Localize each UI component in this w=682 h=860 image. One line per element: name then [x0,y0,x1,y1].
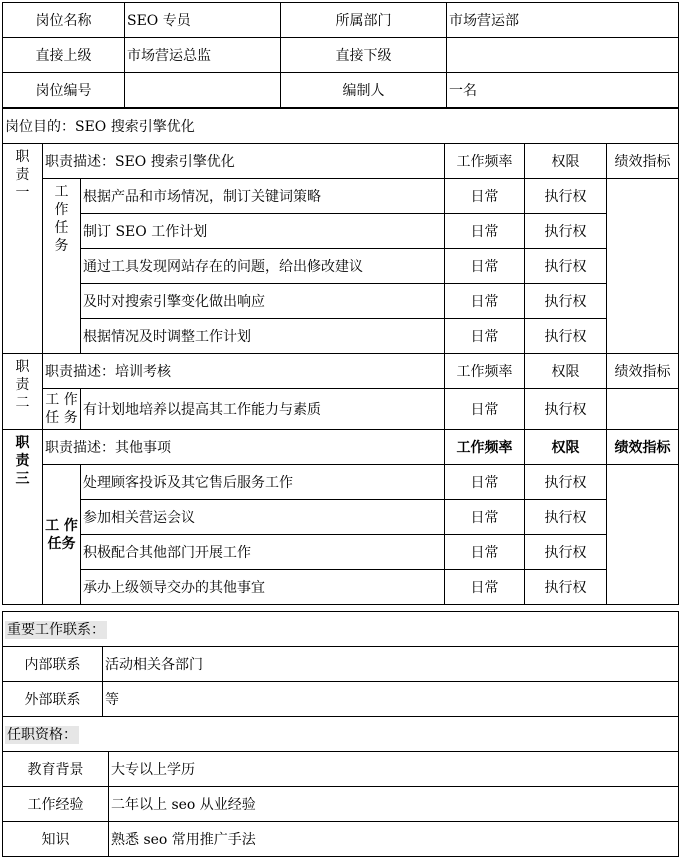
external-contact-value: 等 [103,682,679,717]
dept-label: 所属部门 [281,3,447,38]
superior-label: 直接上级 [3,38,125,73]
author-label: 编制人 [281,73,447,108]
task-text: 有计划地培养以提高其工作能力与素质 [81,389,445,430]
task-frequency: 日常 [445,570,525,605]
external-contact-label: 外部联系 [3,682,103,717]
task-frequency: 日常 [445,465,525,500]
pos-id-label: 岗位编号 [3,73,125,108]
task-frequency: 日常 [445,319,525,354]
col-kpi-header: 绩效指标 [607,354,679,389]
task-frequency: 日常 [445,179,525,214]
education-value: 大专以上学历 [109,752,679,787]
duty-1-task-label: 工 作 任 务 [43,179,81,354]
task-text: 及时对搜索引擎变化做出响应 [81,284,445,319]
experience-value: 二年以上 seo 从业经验 [109,787,679,822]
col-authority-header: 权限 [525,354,607,389]
col-authority-header: 权限 [525,430,607,465]
duty-1-kpi [607,179,679,354]
internal-contact-value: 活动相关各部门 [103,647,679,682]
task-authority: 执行权 [525,570,607,605]
task-text: 根据情况及时调整工作计划 [81,319,445,354]
superior-value: 市场营运总监 [125,38,281,73]
duty-2-kpi [607,389,679,430]
task-authority: 执行权 [525,500,607,535]
education-label: 教育背景 [3,752,109,787]
subordinate-value [447,38,679,73]
duties-table [2,108,679,605]
task-frequency: 日常 [445,214,525,249]
knowledge-value: 熟悉 seo 常用推广手法 [109,822,679,857]
relations-title: 重要工作联系： [3,612,679,647]
col-frequency-header: 工作频率 [445,354,525,389]
duty-1-label: 职 责 一 [3,144,43,354]
relations-qualifications-table [2,611,679,857]
task-authority: 执行权 [525,214,607,249]
task-text: 承办上级领导交办的其他事宜 [81,570,445,605]
task-text: 通过工具发现网站存在的问题，给出修改建议 [81,249,445,284]
task-frequency: 日常 [445,500,525,535]
knowledge-label: 知识 [3,822,109,857]
subordinate-label: 直接下级 [281,38,447,73]
task-authority: 执行权 [525,249,607,284]
task-frequency: 日常 [445,284,525,319]
duty-3-desc: 职责描述：其他事项 [43,430,445,465]
author-value: 一名 [447,73,679,108]
task-frequency: 日常 [445,535,525,570]
qualifications-title: 任职资格： [3,717,679,752]
task-text: 制订 SEO 工作计划 [81,214,445,249]
task-frequency: 日常 [445,389,525,430]
duty-2-task-label: 工 作 任 务 [43,389,81,430]
task-text: 参加相关营运会议 [81,500,445,535]
internal-contact-label: 内部联系 [3,647,103,682]
task-authority: 执行权 [525,319,607,354]
duty-2-desc: 职责描述：培训考核 [43,354,445,389]
duty-3-label: 职 责 三 [3,430,43,605]
header-table [2,2,679,108]
experience-label: 工作经验 [3,787,109,822]
col-authority-header: 权限 [525,144,607,179]
duty-2-label: 职 责 二 [3,354,43,430]
pos-name-label: 岗位名称 [3,3,125,38]
duty-1-desc: 职责描述：SEO 搜索引擎优化 [43,144,445,179]
purpose-text: 岗位目的：SEO 搜索引擎优化 [3,109,679,144]
duty-3-kpi [607,465,679,605]
task-text: 处理顾客投诉及其它售后服务工作 [81,465,445,500]
task-frequency: 日常 [445,249,525,284]
col-frequency-header: 工作频率 [445,144,525,179]
pos-name-value: SEO 专员 [125,3,281,38]
task-text: 积极配合其他部门开展工作 [81,535,445,570]
task-text: 根据产品和市场情况，制订关键词策略 [81,179,445,214]
task-authority: 执行权 [525,179,607,214]
col-frequency-header: 工作频率 [445,430,525,465]
duty-3-task-label: 工 作 任务 [43,465,81,605]
pos-id-value [125,73,281,108]
task-authority: 执行权 [525,389,607,430]
task-authority: 执行权 [525,284,607,319]
task-authority: 执行权 [525,465,607,500]
col-kpi-header: 绩效指标 [607,144,679,179]
task-authority: 执行权 [525,535,607,570]
dept-value: 市场营运部 [447,3,679,38]
col-kpi-header: 绩效指标 [607,430,679,465]
